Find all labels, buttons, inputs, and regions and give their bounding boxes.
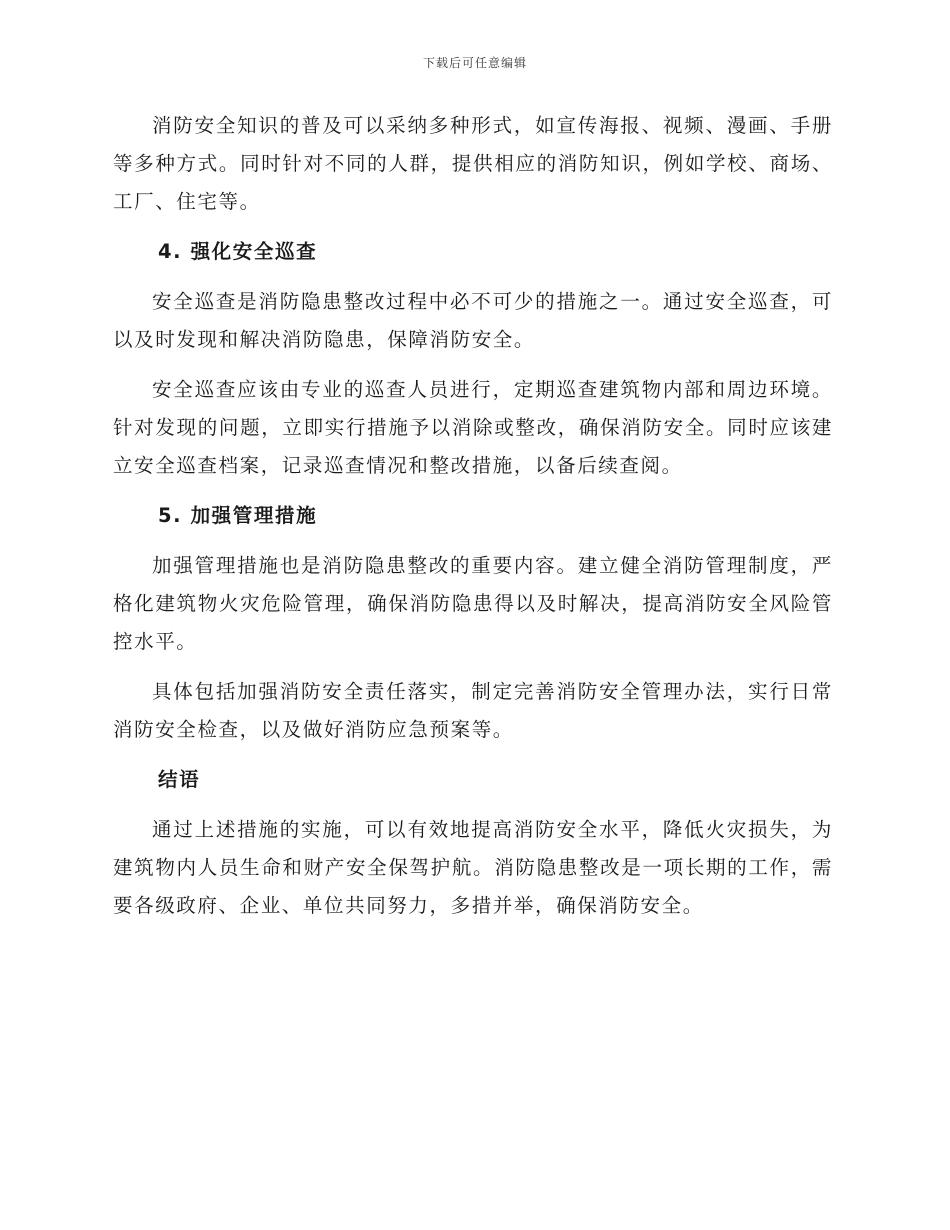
section-heading-conclusion: 结语 [158,768,201,791]
paragraph-inspection-procedure: 安全巡查应该由专业的巡查人员进行，定期巡查建筑物内部和周边环境。针对发现的问题，立即实行措施予以消除或整改，确保消防安全。同时应该建立安全巡查档案，记录巡查情况和整改措施，以备后续查阅。 [113,378,833,477]
paragraph-management-details: 具体包括加强消防安全责任落实，制定完善消防安全管理办法，实行日常消防安全检查，以及做好消防应急预案等。 [113,680,833,741]
section-heading-management-measures: 5. 加强管理措施 [158,504,318,527]
paragraph-inspection-importance: 安全巡查是消防隐患整改过程中必不可少的措施之一。通过安全巡查，可以及时发现和解决消防隐患，保障消防安全。 [113,290,833,351]
paragraph-fire-knowledge-forms: 消防安全知识的普及可以采纳多种形式，如宣传海报、视频、漫画、手册等多种方式。同时针对不同的人群，提供相应的消防知识，例如学校、商场、工厂、住宅等。 [113,114,833,213]
paragraph-conclusion: 通过上述措施的实施，可以有效地提高消防安全水平，降低火灾损失，为建筑物内人员生命和财产安全保驾护航。消防隐患整改是一项长期的工作，需要各级政府、企业、单位共同努力，多措并举，确保消防安全。 [113,818,833,917]
section-heading-safety-inspection: 4. 强化安全巡查 [158,240,318,263]
paragraph-management-importance: 加强管理措施也是消防隐患整改的重要内容。建立健全消防管理制度，严格化建筑物火灾危险管理，确保消防隐患得以及时解决，提高消防安全风险管控水平。 [113,554,833,653]
document-body [113,107,833,925]
page-header: 下载后可任意编辑 [422,56,527,70]
